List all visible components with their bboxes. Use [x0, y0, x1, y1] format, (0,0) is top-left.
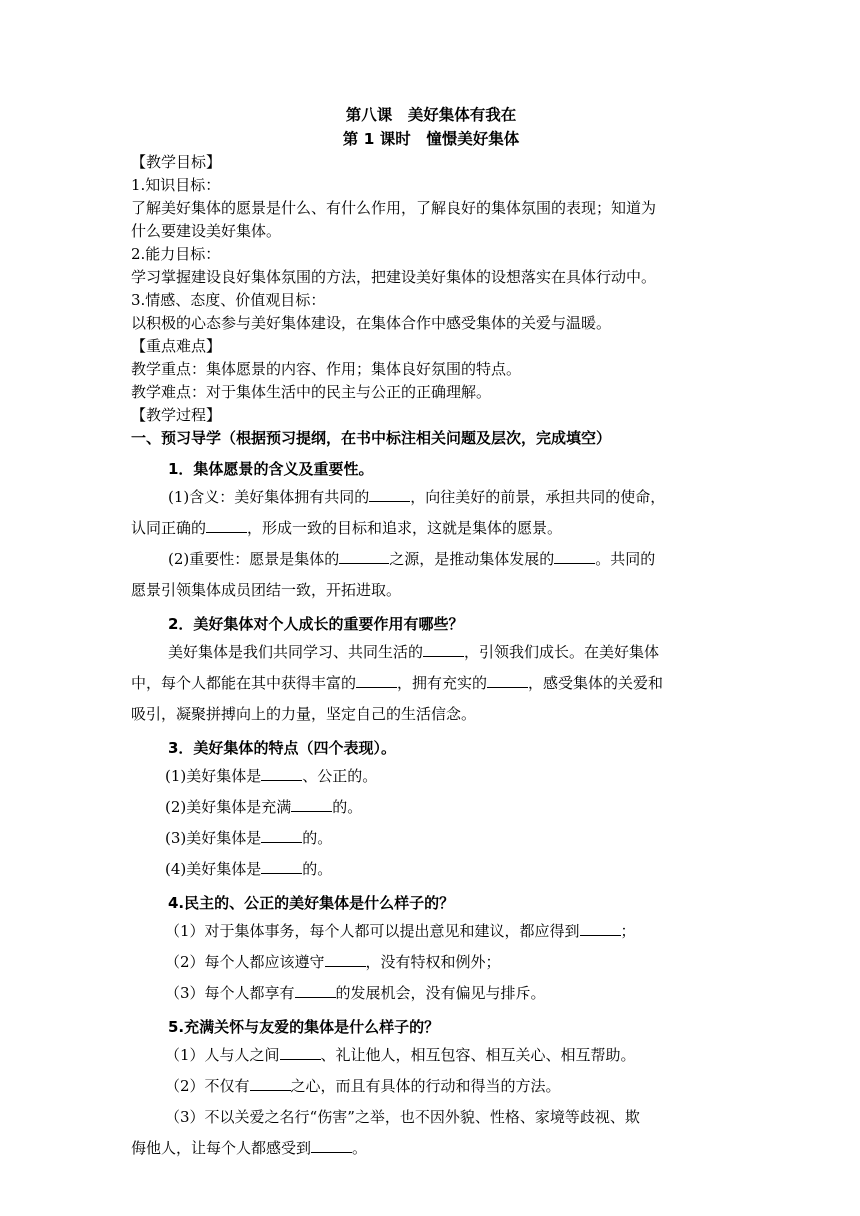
section-heading-goals: 【教学目标】 — [131, 153, 222, 171]
goal-3-heading: 3.情感、态度、价值观目标： — [131, 291, 326, 309]
question-2: 2．美好集体对个人成长的重要作用有哪些？ — [168, 615, 464, 633]
fill-blank[interactable] — [423, 642, 464, 657]
goal-2-heading: 2.能力目标： — [131, 245, 221, 263]
goal-1-text-cont: 什么要建设美好集体。 — [131, 222, 282, 240]
fill-blank[interactable] — [339, 549, 389, 564]
q5-item-3-cont: 侮他人，让每个人都感受到 。 — [131, 1139, 368, 1157]
fill-blank[interactable] — [369, 487, 410, 502]
fill-blank[interactable] — [487, 673, 528, 688]
fill-blank[interactable] — [261, 859, 302, 874]
goal-1-heading: 1.知识目标： — [131, 176, 221, 194]
key-point-focus: 教学重点：集体愿景的内容、作用；集体良好氛围的特点。 — [131, 360, 522, 378]
q2-answer-end: 吸引，凝聚拼搏向上的力量，坚定自己的生活信念。 — [131, 705, 477, 723]
fill-blank[interactable] — [291, 797, 332, 812]
q4-item-1: （1）对于集体事务，每个人都可以提出意见和建议，都应得到 ； — [165, 922, 636, 940]
q5-item-1: （1）人与人之间 、礼让他人，相互包容、相互关心、相互帮助。 — [165, 1046, 636, 1064]
key-point-difficulty: 教学难点：对于集体生活中的民主与公正的正确理解。 — [131, 383, 492, 401]
goal-1-text: 了解美好集体的愿景是什么、有什么作用，了解良好的集体氛围的表现；知道为 — [131, 199, 657, 217]
fill-blank[interactable] — [311, 1138, 352, 1153]
q1-importance-cont: 愿景引领集体成员团结一致，开拓进取。 — [131, 581, 402, 599]
question-4: 4.民主的、公正的美好集体是什么样子的？ — [168, 894, 455, 912]
lesson-title: 第八课 美好集体有我在 — [345, 106, 517, 124]
question-5: 5.充满关怀与友爱的集体是什么样子的？ — [168, 1018, 440, 1036]
q3-item-1: (1)美好集体是 、公正的。 — [165, 767, 378, 785]
section-heading-key-points: 【重点难点】 — [131, 337, 222, 355]
q5-item-2: （2）不仅有 之心，而且有具体的行动和得当的方法。 — [165, 1077, 561, 1095]
q3-item-2: (2)美好集体是充满 的。 — [165, 798, 363, 816]
lesson-subtitle: 第 1 课时 憧憬美好集体 — [342, 130, 520, 148]
q5-item-3: （3）不以关爱之名行“伤害”之举，也不因外貌、性格、家境等歧视、欺 — [165, 1108, 640, 1126]
goal-3-text: 以积极的心态参与美好集体建设，在集体合作中感受集体的关爱与温暖。 — [131, 314, 612, 332]
part-1-heading: 一、预习导学（根据预习提纲，在书中标注相关问题及层次，完成填空） — [131, 429, 612, 447]
section-heading-process: 【教学过程】 — [131, 406, 222, 424]
fill-blank[interactable] — [261, 828, 302, 843]
question-1: 1．集体愿景的含义及重要性。 — [168, 460, 374, 478]
fill-blank[interactable] — [250, 1076, 291, 1091]
fill-blank[interactable] — [554, 549, 595, 564]
q4-item-3: （3）每个人都享有 的发展机会，没有偏见与排斥。 — [165, 984, 546, 1002]
q2-answer-cont: 中，每个人都能在其中获得丰富的 ，拥有充实的 ，感受集体的关爱和 — [131, 674, 664, 692]
q4-item-2: （2）每个人都应该遵守 ，没有特权和例外； — [165, 953, 501, 971]
q2-answer: 美好集体是我们共同学习、共同生活的 ，引领我们成长。在美好集体 — [168, 643, 660, 661]
goal-2-text: 学习掌握建设良好集体氛围的方法，把建设美好集体的设想落实在具体行动中。 — [131, 268, 657, 286]
fill-blank[interactable] — [261, 766, 302, 781]
q1-definition-cont: 认同正确的 ，形成一致的目标和追求，这就是集体的愿景。 — [131, 519, 563, 537]
fill-blank[interactable] — [325, 952, 366, 967]
fill-blank[interactable] — [295, 983, 336, 998]
q1-definition: (1)含义：美好集体拥有共同的 ，向往美好的前景，承担共同的使命， — [168, 488, 666, 506]
q3-item-3: (3)美好集体是 的。 — [165, 829, 333, 847]
q1-importance: (2)重要性：愿景是集体的 之源，是推动集体发展的 。共同的 — [168, 550, 656, 568]
fill-blank[interactable] — [580, 921, 621, 936]
fill-blank[interactable] — [280, 1045, 321, 1060]
q3-item-4: (4)美好集体是 的。 — [165, 860, 333, 878]
lesson-plan-page — [131, 103, 731, 1163]
fill-blank[interactable] — [206, 518, 247, 533]
question-3: 3．美好集体的特点（四个表现）。 — [168, 739, 396, 757]
fill-blank[interactable] — [356, 673, 397, 688]
